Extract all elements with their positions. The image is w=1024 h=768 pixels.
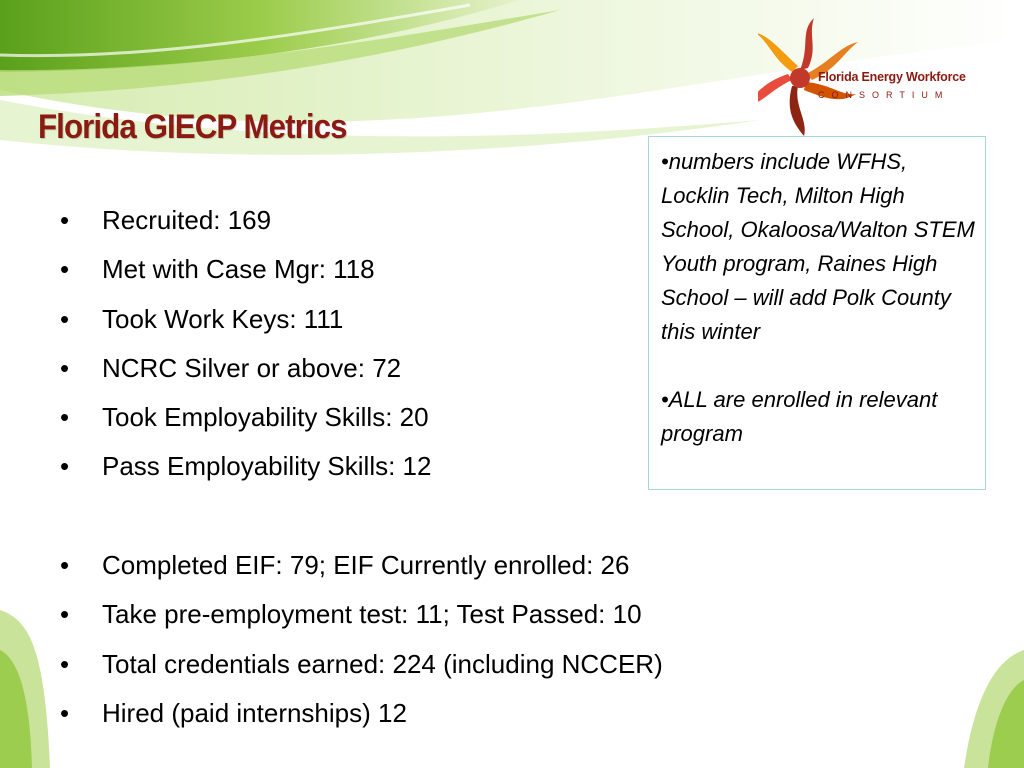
list-item [60,550,663,599]
note-box [648,136,986,490]
metric-text: Met with Case Mgr: 118 [102,254,375,285]
right-corner-decoration [954,650,1024,768]
metric-text: Total credentials earned: 224 (including NCCER) [102,648,663,679]
list-item [60,205,431,254]
bullet-icon: • [60,402,70,433]
metric-text: Completed EIF: 79; EIF Currently enrolled: 26 [102,550,630,580]
bullet-icon: • [60,303,70,334]
metric-text: Take pre-employment test: 11; Test Passed: 10 [102,599,642,630]
list-item [60,451,431,500]
list-item [60,353,431,402]
metric-text: Recruited: 169 [102,205,272,235]
metrics-list-secondary [60,550,663,747]
logo-text [818,70,966,100]
list-item [60,698,663,747]
bullet-icon: • [60,451,70,482]
list-item [60,649,663,698]
list-item [60,304,431,353]
note-paragraph-2: •ALL are enrolled in relevant program [661,387,938,446]
list-item [60,599,663,648]
bullet-icon: • [60,352,70,383]
bullet-icon: • [60,697,70,728]
list-item [60,254,431,303]
metric-text: Hired (paid internships) 12 [102,697,407,728]
metric-text: Took Employability Skills: 20 [102,402,429,433]
slide-title: Florida GIECP Metrics [38,108,347,146]
bullet-icon: • [60,254,70,285]
list-item [60,402,431,451]
bullet-icon: • [60,648,70,679]
bullet-icon: • [60,205,70,235]
metrics-list-primary [60,205,431,501]
bullet-icon: • [60,599,70,630]
bullet-icon: • [60,550,70,580]
logo-subtitle: CONSORTIUM [818,90,950,100]
metric-text: Pass Employability Skills: 12 [102,451,432,482]
metric-text: Took Work Keys: 111 [102,303,344,334]
logo-name: Florida Energy Workforce [818,70,966,84]
left-corner-decoration [0,590,60,768]
metric-text: NCRC Silver or above: 72 [102,352,402,383]
note-paragraph-1: •numbers include WFHS, Locklin Tech, Milton High School, Okaloosa/Walton STEM Youth program, Raines High School – will add Polk County this winter [661,149,975,344]
